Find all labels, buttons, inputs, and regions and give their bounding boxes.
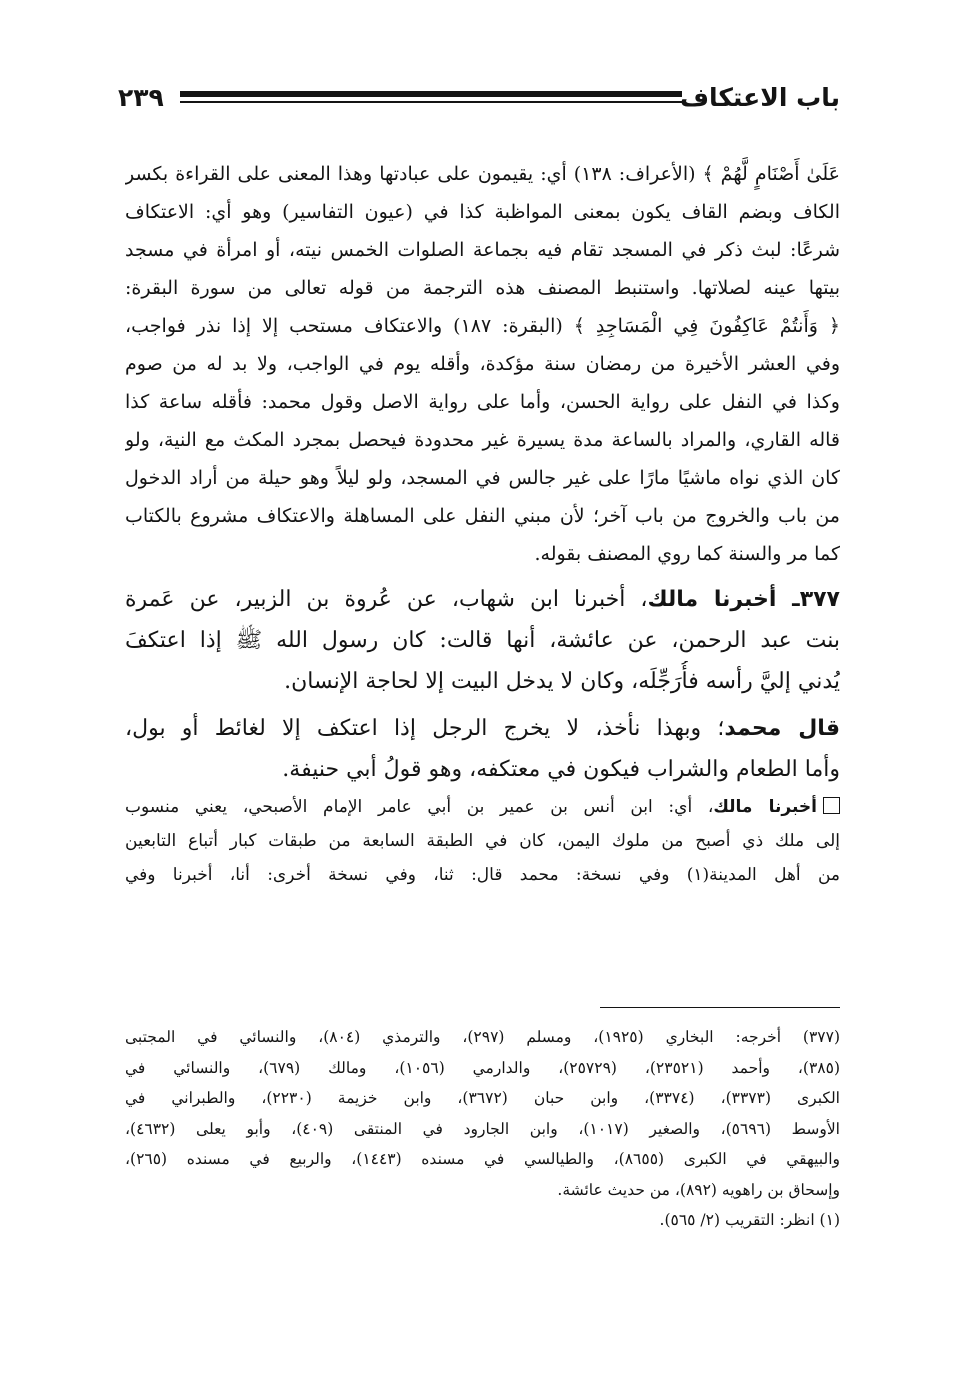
- hadith-label: ٣٧٧ـ أخبرنا مالك: [647, 587, 840, 612]
- hadith-line: بنت عبد الرحمن، عن عائشة، أنها قالت: كان رسول الله ﷺ إذا اعتكفَ: [125, 628, 840, 653]
- footnote-line: والبيهقي في الكبرى (٨٦٥٥)، والطيالسي في مسنده (١٤٤٣)، والربيع في مسنده (٢٦٥)،: [125, 1150, 840, 1168]
- body-line: وفي العشر الأخيرة من رمضان سنة مؤكدة، وأقله يوم في الواجب، ولا بد له من صوم: [125, 353, 840, 375]
- body-line: بيتها عينه لصلاتها. واستنبط المصنف هذه الترجمة من قوله تعالى من سورة البقرة:: [125, 277, 840, 299]
- commentary-line: من أهل المدينة(١) وفي نسخة: محمد قال: ثنا، وفي نسخة أخرى: أنا، أخبرنا وفي: [125, 865, 840, 885]
- hadith-text: ، أخبرنا ابن شهاب، عن عُروة بن الزبير، عن عَمرة: [125, 587, 648, 612]
- body-line: عَلَىٰ أَصْنَامٍ لَّهُمْ ﴾ (الأعراف: ١٣٨) أي: يقيمون على عبادتها وهذا المعنى على القراءة بكسر: [125, 163, 840, 185]
- commentary-line: [125, 790, 840, 824]
- footnotes: [125, 1022, 840, 1236]
- footnote-line: (١) انظر: التقريب (٢/ ٥٦٥).: [659, 1211, 840, 1229]
- footnote-line: (٣٨٥)، وأحمد (٢٣٥٢١)، (٢٥٧٢٩)، والدارمي (١٠٥٦)، ومالك (٦٧٩)، والنسائي في: [125, 1058, 840, 1077]
- footnote-line: (٣٧٧) أخرجه: البخاري (١٩٢٥)، ومسلم (٢٩٧)، والترمذي (٨٠٤)، والنسائي في المجتبى: [125, 1028, 840, 1046]
- body-line: الكاف وبضم القاف يكون بمعنى المواظبة كذا في (عيون التفاسير) وهو أي: الاعتكاف: [125, 201, 840, 223]
- commentary-label: أخبرنا مالك: [713, 797, 817, 817]
- hadith-line: يُدني إليَّ رأسه فأُرَجِّلَه، وكان لا يدخل البيت إلا لحاجة الإنسان.: [284, 669, 840, 694]
- qal-label: قال محمد: [724, 716, 840, 741]
- chapter-title: باب الاعتكاف: [679, 83, 840, 112]
- body-line: من باب والخروج من باب آخر؛ لأن مبني النفل على المساهلة والاعتكاف مشروع بالكتاب: [125, 505, 840, 527]
- header-double-rule: [180, 91, 682, 97]
- hadith-line: [125, 579, 840, 620]
- body-line: وكذا في النفل على رواية الحسن، وأما على رواية الاصل وقول محمد: فأقله ساعة كذا: [125, 391, 840, 413]
- main-text: [125, 155, 840, 892]
- commentary-line: إلى ملك ذي أصبح من ملوك اليمن، كان في الطبقة السابعة من طبقات كبار أتباع التابعين: [125, 831, 840, 851]
- page-number: ٢٣٩: [118, 83, 164, 112]
- footnote-line: الكبرى (٣٣٧٣)، (٣٣٧٤)، وابن حبان (٣٦٧٢)، وابن خزيمة (٢٢٣٠)، والطبراني في: [125, 1089, 840, 1107]
- body-line: كما مر والسنة كما روي المصنف بقوله.: [534, 543, 840, 565]
- qal-line: [125, 708, 840, 749]
- body-line: كان الذي نواه ماشيًا مارًا على غير جالس في المسجد، ولو ليلاً وهو حيلة من أراد الدخول: [125, 467, 840, 489]
- footnote-separator: [600, 1007, 840, 1008]
- square-box-icon: [823, 797, 840, 814]
- qal-text: ؛ وبهذا نأخذ، لا يخرج الرجل إذا اعتكف إلا لغائط أو بول،: [125, 716, 725, 741]
- running-header: [118, 78, 840, 118]
- commentary-text: ، أي: ابن أنس بن عمير بن أبي عامر الإمام الأصبحي، يعني منسوب: [125, 797, 714, 817]
- footnote-line: الأوسط (٥٦٩٦)، والصغير (١٠١٧)، وابن الجارود في المنتقى (٤٠٩)، وأبو يعلى (٤٦٣٢)،: [125, 1119, 840, 1138]
- body-line: قاله القاري، والمراد بالساعة مدة يسيرة غير محدودة فيحصل بمجرد المكث مع النية، ولو: [125, 429, 840, 451]
- body-line: شرعًا: لبث ذكر في المسجد تقام فيه بجماعة الصلوات الخمس نيته، أو امرأة في مسجد: [125, 239, 840, 261]
- footnote-line: وإسحاق بن راهويه (٨٩٢)، من حديث عائشة.: [557, 1180, 840, 1199]
- body-line: ﴿ وَأَنتُمْ عَاكِفُونَ فِي الْمَسَاجِدِ ﴾ (البقرة: ١٨٧) والاعتكاف مستحب إلا إذا نذر فواجب،: [125, 315, 840, 337]
- qal-line: وأما الطعام والشراب فيكون في معتكفه، وهو قولُ أبي حنيفة.: [282, 757, 840, 782]
